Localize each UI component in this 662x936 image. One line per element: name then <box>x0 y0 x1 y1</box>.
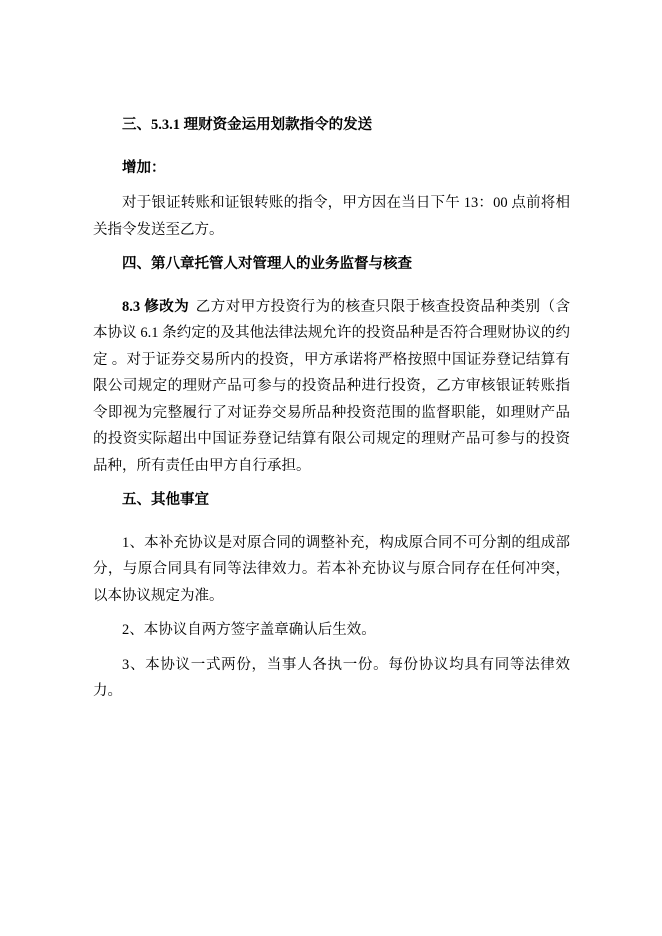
section4-revision-lead: 8.3 修改为 <box>122 298 190 315</box>
document-body <box>93 112 570 705</box>
section3-heading: 三、5.3.1 理财资金运用划款指令的发送 <box>122 117 373 133</box>
section5-item-1: 1、本补充协议是对原合同的调整补充，构成原合同不可分割的组成部分，与原合同具有同等法律效力。若本补充协议与原合同存在任何冲突，以本协议规定为准。 <box>93 534 570 604</box>
section4-heading: 四、第八章托管人对管理人的业务监督与核查 <box>122 256 412 272</box>
section5-item-2: 2、本协议自两方签字盖章确认后生效。 <box>122 622 376 638</box>
section5-heading: 五、其他事宜 <box>122 492 209 508</box>
section4-revision-paragraph <box>93 294 570 480</box>
section4-revision-body: 乙方对甲方投资行为的核查只限于核查投资品种类别（含本协议 6.1 条约定的及其他法律法规允许的投资品种是否符合理财协议的约定 。对于证券交易所内的投资，甲方承诺将严格按照中国证券登记结算有限公司规定的理财产品可参与的投资品种进行投资，乙方审核银证转账指令即视为完整履行了对证券交易所品种投资范围的监督职能，如理财产品的投资实际超出中国证券登记结算有限公司规定的理财产品可参与的投资品种，所有责任由甲方自行承担。 <box>93 298 571 474</box>
section5-item-3: 3、本协议一式两份，当事人各执一份。每份协议均具有同等法律效力。 <box>93 656 570 699</box>
section3-paragraph: 对于银证转账和证银转账的指令，甲方因在当日下午 13：00 点前将相关指令发送至乙方。 <box>93 195 570 238</box>
section3-add-label: 增加： <box>122 159 166 176</box>
